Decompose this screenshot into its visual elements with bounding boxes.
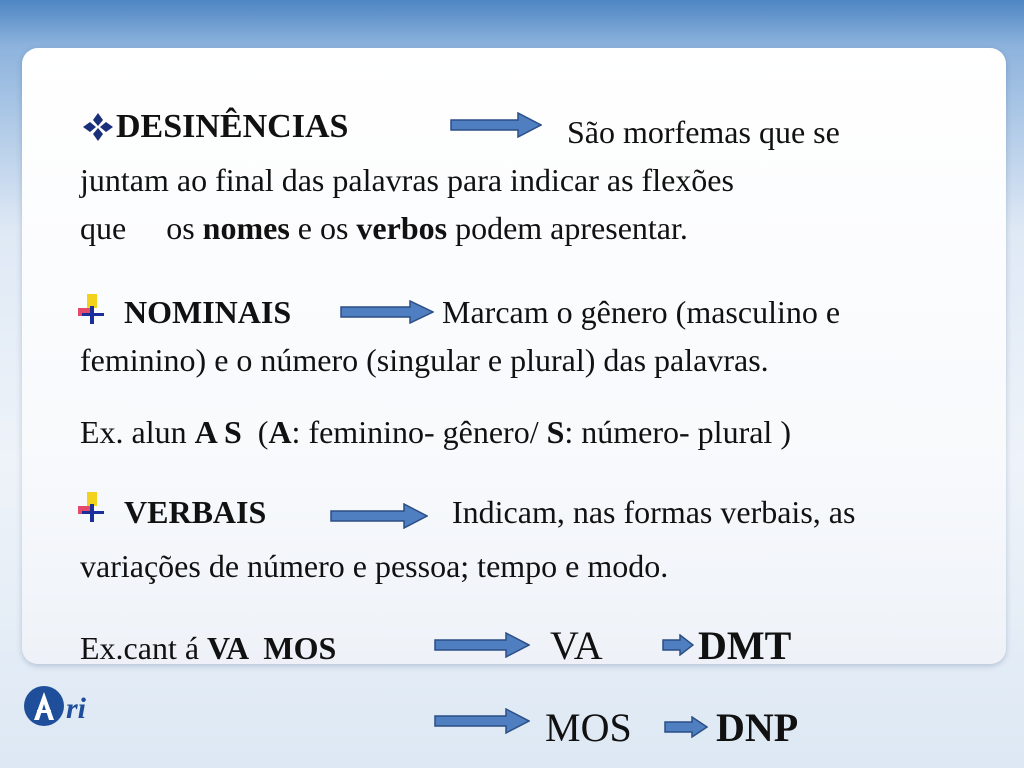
- heading-definition-2: juntam ao final das palavras para indicar as flexões: [80, 162, 734, 198]
- va-term: VA: [550, 623, 603, 668]
- nominais-definition-1: Marcam o gênero (masculino e: [442, 294, 841, 330]
- verbais-label: VERBAIS: [124, 494, 267, 530]
- heading-definition-3: que os nomes e os verbos podem apresentar.: [80, 210, 688, 246]
- verbais-definition-2: variações de número e pessoa; tempo e modo.: [80, 548, 669, 584]
- heading-definition-1: São morfemas que se: [567, 114, 840, 150]
- dmt-term: DMT: [698, 623, 792, 668]
- right-arrow-icon: [434, 708, 530, 734]
- right-arrow-icon: [450, 112, 542, 138]
- right-arrow-icon: [434, 632, 530, 658]
- verbais-example: Ex.cant á VA MOS: [80, 630, 337, 666]
- dnp-term: DNP: [716, 705, 799, 750]
- nominais-definition-2: feminino) e o número (singular e plural) das palavras.: [80, 342, 769, 378]
- svg-text:ri: ri: [66, 692, 87, 725]
- right-arrow-icon: [662, 634, 694, 656]
- right-arrow-icon: [330, 503, 428, 529]
- plus-bullet-icon: [78, 294, 106, 324]
- right-arrow-icon: [664, 716, 708, 738]
- nominais-example: Ex. alun A S (A: feminino- gênero/ S: número- plural ): [80, 414, 791, 450]
- mos-term: MOS: [545, 705, 632, 750]
- verbais-definition-1: Indicam, nas formas verbais, as: [452, 494, 856, 530]
- heading-title: DESINÊNCIAS: [116, 108, 349, 145]
- ari-logo: [22, 682, 112, 732]
- diamond-bullet-icon: [82, 112, 114, 142]
- plus-bullet-icon: [78, 492, 106, 522]
- nominais-label: NOMINAIS: [124, 294, 292, 330]
- right-arrow-icon: [340, 300, 434, 324]
